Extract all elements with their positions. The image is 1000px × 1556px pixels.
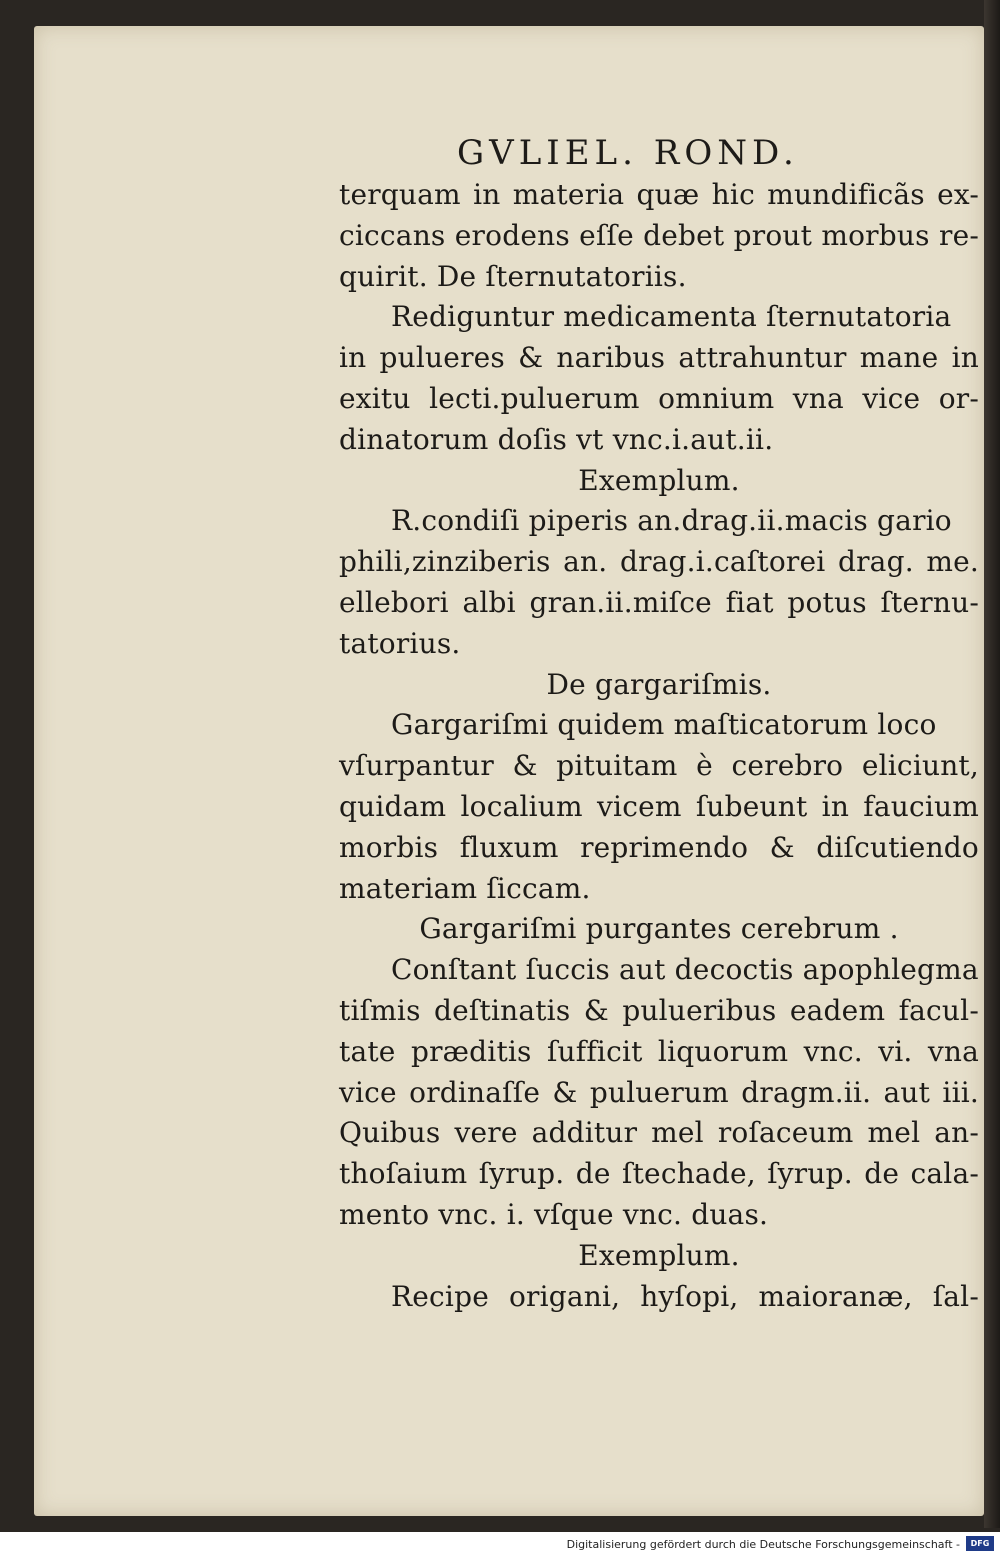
text-line: tatorius.: [339, 626, 461, 660]
text-line: ellebori albi gran.ii.miſce fiat potus ſternu-: [339, 585, 979, 619]
text-line: morbis fluxum reprimendo & diſcutiendo: [339, 830, 979, 864]
text-line: Exemplum.: [578, 463, 740, 497]
text-line: De gargariſmis.: [546, 667, 772, 701]
text-line: phili,zinziberis an. drag.i.caſtorei drag. me.: [339, 545, 979, 579]
digitization-footer: [0, 1532, 1000, 1556]
text-line: in pulueres & naribus attrahuntur mane in: [339, 341, 979, 375]
page-text: [339, 131, 979, 1317]
dfg-logo: DFG: [966, 1536, 994, 1551]
text-line: dinatorum doſis vt vnc.i.aut.ii.: [339, 422, 774, 456]
body-lines: [339, 175, 979, 1317]
text-line: Conſtant ſuccis aut decoctis apophlegma: [391, 953, 979, 987]
text-line: Quibus vere additur mel roſaceum mel an-: [339, 1116, 979, 1150]
footer-text: Digitalisierung gefördert durch die Deutsche Forschungsgemeinschaft -: [566, 1538, 960, 1551]
text-line: terquam in materia quæ hic mundificãs ex-: [339, 178, 979, 211]
text-line: vſurpantur & pituitam è cerebro eliciunt,: [339, 749, 979, 783]
text-line: R.condiſi piperis an.drag.ii.macis gario: [391, 504, 952, 538]
running-head: GVLIEL. ROND.: [457, 133, 799, 173]
text-line: tiſmis deſtinatis & pulueribus eadem facul-: [339, 993, 979, 1027]
text-line: Recipe origani, hyſopi, maioranæ, ſal-: [391, 1279, 979, 1313]
text-line: Gargariſmi purgantes cerebrum .: [419, 912, 899, 946]
text-line: vice ordinaſſe & puluerum dragm.ii. aut iii.: [339, 1075, 979, 1109]
text-line: exitu lecti.puluerum omnium vna vice or-: [339, 381, 979, 415]
text-line: ciccans erodens eſſe debet prout morbus re-: [339, 218, 979, 252]
text-line: tate præditis ſufficit liquorum vnc. vi. vna: [339, 1034, 979, 1068]
text-line: materiam ſiccam.: [339, 871, 591, 905]
text-line: quirit. De ſternutatoriis.: [339, 259, 687, 293]
book-page: [34, 26, 984, 1516]
text-line: Exemplum.: [578, 1238, 740, 1272]
text-line: quidam localium vicem ſubeunt in faucium: [339, 789, 979, 823]
text-line: Gargariſmi quidem maſticatorum loco: [391, 708, 937, 742]
text-line: mento vnc. i. vſque vnc. duas.: [339, 1197, 769, 1231]
text-line: Rediguntur medicamenta ſternutatoria: [391, 300, 952, 334]
text-line: thoſaium ſyrup. de ſtechade, ſyrup. de cala-: [339, 1157, 979, 1191]
book-spine: [984, 0, 1000, 1528]
